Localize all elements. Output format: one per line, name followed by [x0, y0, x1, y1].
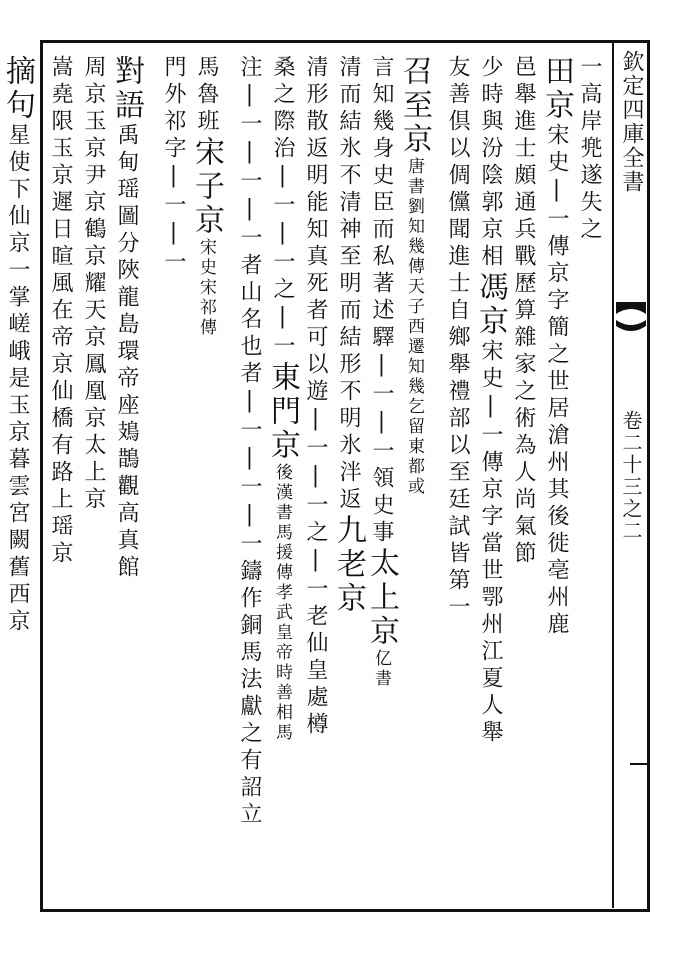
text-run: 星使下仙京	[5, 123, 30, 258]
text-run: 分陜	[114, 231, 139, 285]
text-column-2	[539, 55, 576, 900]
text-column-3	[509, 55, 543, 900]
headword: 召至京	[397, 55, 432, 157]
headword: 九老京	[331, 514, 366, 616]
text-run: 尹京	[81, 163, 106, 217]
headword: 宋子京	[189, 136, 224, 238]
text-run: 太上京	[81, 433, 106, 514]
headword: 太上京	[364, 547, 399, 649]
headword: 摘句	[0, 55, 35, 123]
text-run: 一高岸兠	[577, 55, 602, 163]
text-run: 馬魯班	[194, 55, 219, 136]
text-run: 宋史宋祁傳	[196, 238, 216, 338]
book-title: 欽定四庫全書	[619, 50, 644, 194]
text-run: 言知幾身史臣而私著述驛|一|一領史事	[369, 55, 394, 547]
text-run: 宋史|一傳京字簡之世居滄州其後徙亳州鹿	[544, 123, 569, 639]
text-run: 暮雲宮闕舊西京	[5, 447, 30, 636]
text-column-7	[364, 55, 401, 900]
text-run: 鳳凰京	[81, 352, 106, 433]
text-run: 後漢書馬援傳孝武皇帝時善相馬	[272, 463, 292, 743]
text-column-16	[46, 55, 80, 900]
text-run: 環帝座	[114, 339, 139, 420]
text-column-15	[79, 55, 113, 900]
text-run: 清而結氷不清神至明而結形不明氷泮返	[336, 55, 361, 514]
text-run: 注|一|一|一者山名也	[237, 55, 262, 361]
text-run: 鶴京	[81, 217, 106, 271]
text-column-5	[443, 55, 477, 900]
text-column-4	[473, 55, 510, 900]
text-run: 一掌嵯峨是玉京	[5, 258, 30, 447]
text-column-14	[109, 55, 146, 900]
text-run: 者|一|一|一鑄作銅馬法獻之有詔立	[237, 361, 262, 829]
headword: 東門京	[265, 361, 300, 463]
text-run: 遂失之	[577, 163, 602, 244]
text-run: 玉京	[81, 109, 106, 163]
text-run: 祁字|一|一	[161, 109, 186, 277]
text-run: 禹甸	[114, 123, 139, 177]
text-column-6	[397, 55, 434, 900]
text-run: 友善倶以倜儻聞	[445, 55, 470, 244]
text-column-17	[0, 55, 37, 900]
text-run: 嵩堯限玉京	[48, 55, 73, 190]
fish-tail-mark-icon	[614, 300, 648, 340]
text-run: 清形散返明能知真死者可以遊|一|一之|一	[303, 55, 328, 604]
text-run: 瑶圖	[114, 177, 139, 231]
text-run: 桑之際治|一|一之|一	[270, 55, 295, 361]
text-run: 仙橋有路上瑶京	[48, 379, 73, 568]
text-run: 宋史|一傳京字當世鄂州江夏人舉	[478, 339, 503, 747]
text-run: 周京	[81, 55, 106, 109]
text-column-13	[159, 55, 193, 900]
headword: 田京	[539, 55, 574, 123]
text-run: 老仙皇處樽	[303, 604, 328, 739]
text-column-8	[331, 55, 368, 900]
text-run: 耀天京	[81, 271, 106, 352]
text-column-12	[189, 55, 226, 900]
margin-band-rule	[630, 763, 650, 765]
text-run: 進士自鄉舉禮部以至廷試皆第一	[445, 244, 470, 622]
text-run: 亿書	[371, 649, 391, 689]
text-column-9	[301, 55, 335, 900]
text-run: 遲日暄風在帝京	[48, 190, 73, 379]
text-column-11	[235, 55, 269, 900]
text-column-1	[575, 55, 609, 900]
text-run: 鳷鵲觀	[114, 420, 139, 501]
text-run: 少時與汾陰郭京相	[478, 55, 503, 271]
text-column-10	[265, 55, 302, 900]
text-run: 龍島	[114, 285, 139, 339]
text-run: 門外	[161, 55, 186, 109]
headword: 馮京	[473, 271, 508, 339]
headword: 對語	[109, 55, 144, 123]
juan-number: 卷二十三之二	[619, 410, 643, 542]
text-run: 邑舉進士頗通兵戰歷算雜家之術為人尚氣節	[511, 55, 536, 568]
text-run: 高真館	[114, 501, 139, 582]
text-run: 唐書劉知幾傳天子西遷知幾乞留東都或	[404, 157, 424, 497]
